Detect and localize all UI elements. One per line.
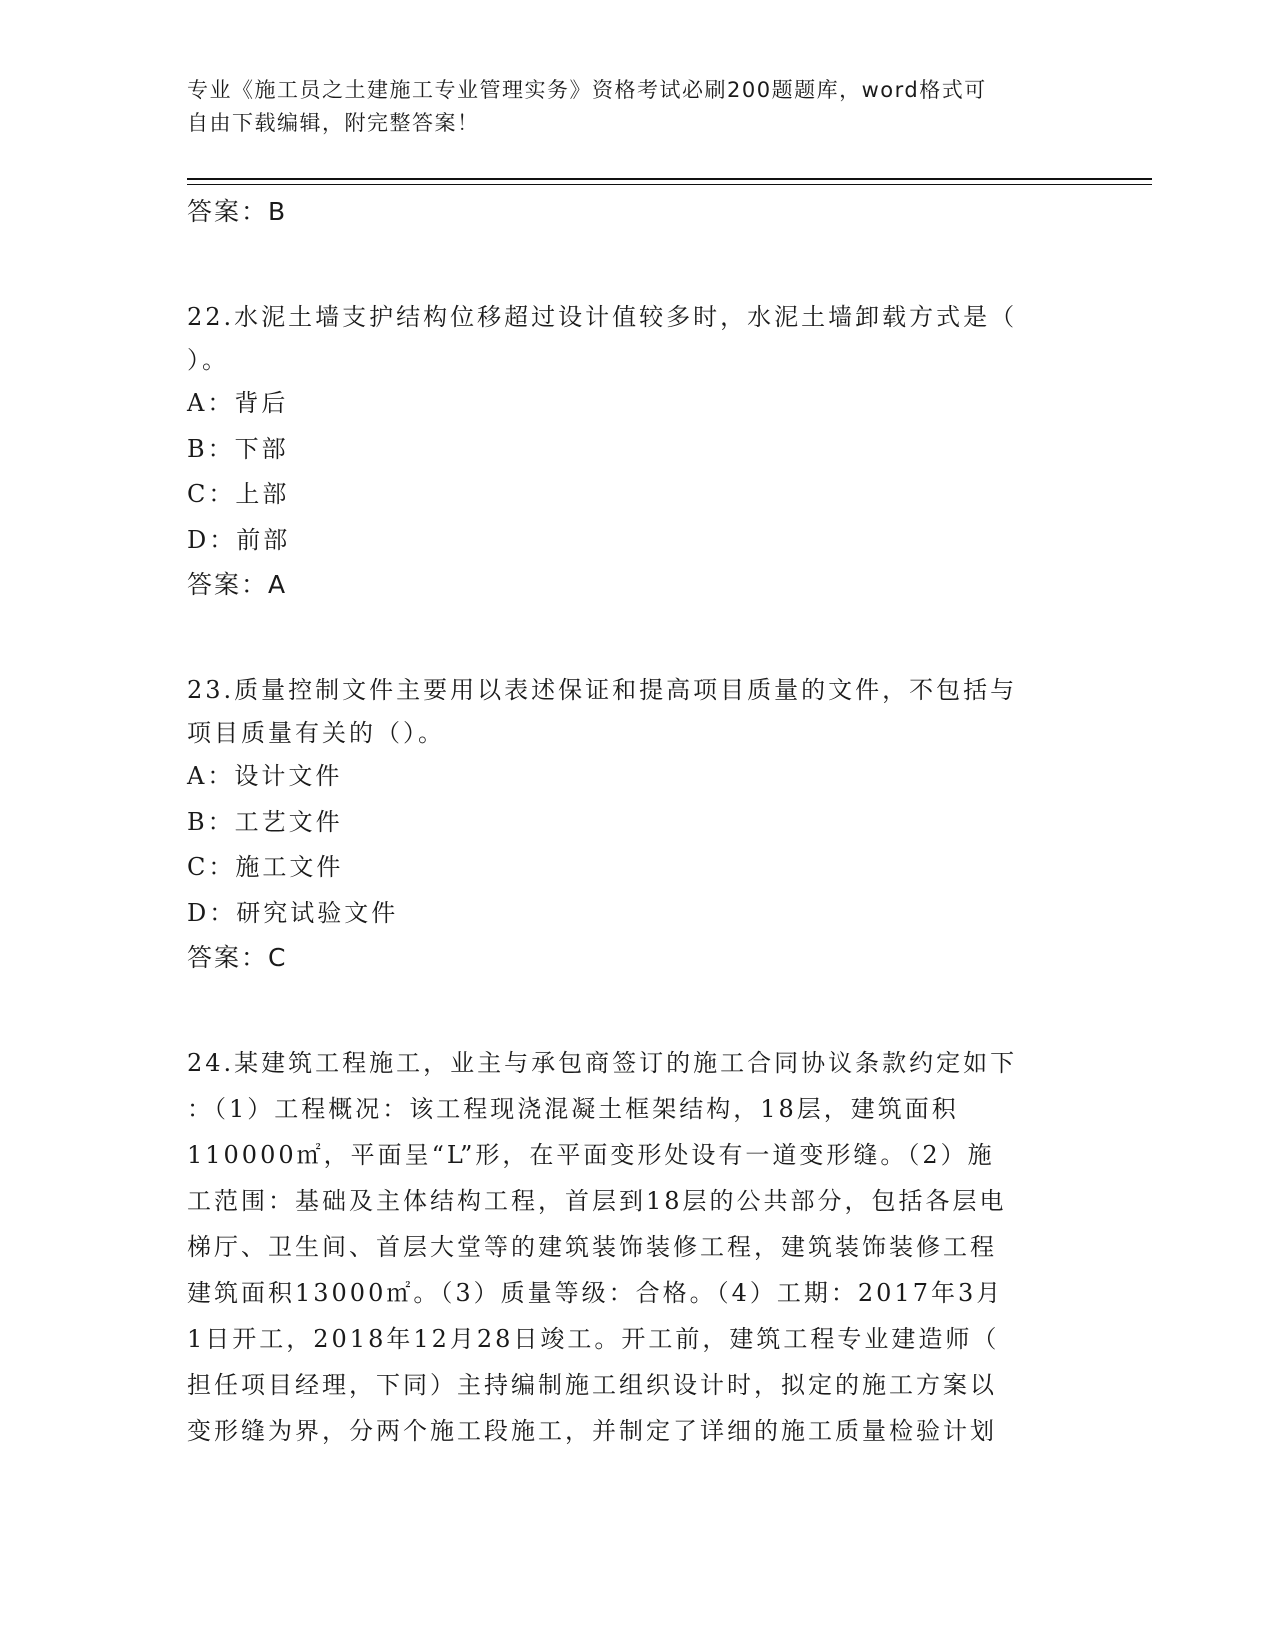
question-text-line: 22.水泥土墙支护结构位移超过设计值较多时，水泥土墙卸载方式是（ xyxy=(187,303,1018,331)
question-22 xyxy=(187,294,1087,607)
document-header xyxy=(187,74,1067,140)
question-text-line: 建筑面积13000㎡。（3）质量等级：合格。（4）工期：2017年3月 xyxy=(187,1279,1004,1307)
option-a: A：设计文件 xyxy=(187,762,343,790)
question-23 xyxy=(187,667,1087,980)
option-c: C：上部 xyxy=(187,480,290,508)
question-text-line: 梯厅、卫生间、首层大堂等的建筑装饰装修工程，建筑装饰装修工程 xyxy=(187,1233,997,1261)
header-rule-thick xyxy=(187,178,1152,180)
option-b: B：工艺文件 xyxy=(187,807,343,836)
question-text-line: 工范围：基础及主体结构工程，首层到18层的公共部分，包括各层电 xyxy=(187,1187,1007,1215)
header-line-1: 专业《施工员之土建施工专业管理实务》资格考试必刷200题题库，word格式可 xyxy=(187,78,987,102)
option-a: A：背后 xyxy=(187,389,289,417)
question-text-line: 110000㎡，平面呈“L”形，在平面变形处设有一道变形缝。（2）施 xyxy=(187,1141,995,1169)
question-text-line: 1日开工，2018年12月28日竣工。开工前，建筑工程专业建造师（ xyxy=(187,1325,1000,1353)
option-d: D：前部 xyxy=(187,525,291,554)
option-b: B：下部 xyxy=(187,434,289,463)
question-24 xyxy=(187,1040,1087,1454)
question-text-line: 24.某建筑工程施工，业主与承包商签订的施工合同协议条款约定如下 xyxy=(187,1049,1018,1077)
spacer xyxy=(187,607,1087,667)
document-content xyxy=(187,190,1087,1454)
question-text-line: 担任项目经理，下同）主持编制施工组织设计时，拟定的施工方案以 xyxy=(187,1371,997,1399)
question-text-line: ）。 xyxy=(187,346,229,374)
answer: 答案：A xyxy=(187,570,288,599)
answer: 答案：C xyxy=(187,943,288,972)
spacer xyxy=(187,234,1087,294)
header-line-2: 自由下载编辑，附完整答案！ xyxy=(187,111,480,135)
question-text-line: 项目质量有关的（）。 xyxy=(187,719,445,747)
question-text-line: ：（1）工程概况：该工程现浇混凝土框架结构，18层，建筑面积 xyxy=(187,1095,959,1123)
option-d: D：研究试验文件 xyxy=(187,898,399,927)
spacer xyxy=(187,980,1087,1040)
header-rule-thin xyxy=(187,184,1152,185)
previous-answer: 答案：B xyxy=(187,197,288,226)
option-c: C：施工文件 xyxy=(187,853,344,881)
question-text-line: 变形缝为界，分两个施工段施工，并制定了详细的施工质量检验计划 xyxy=(187,1417,997,1445)
question-text-line: 23.质量控制文件主要用以表述保证和提高项目质量的文件，不包括与 xyxy=(187,676,1018,704)
